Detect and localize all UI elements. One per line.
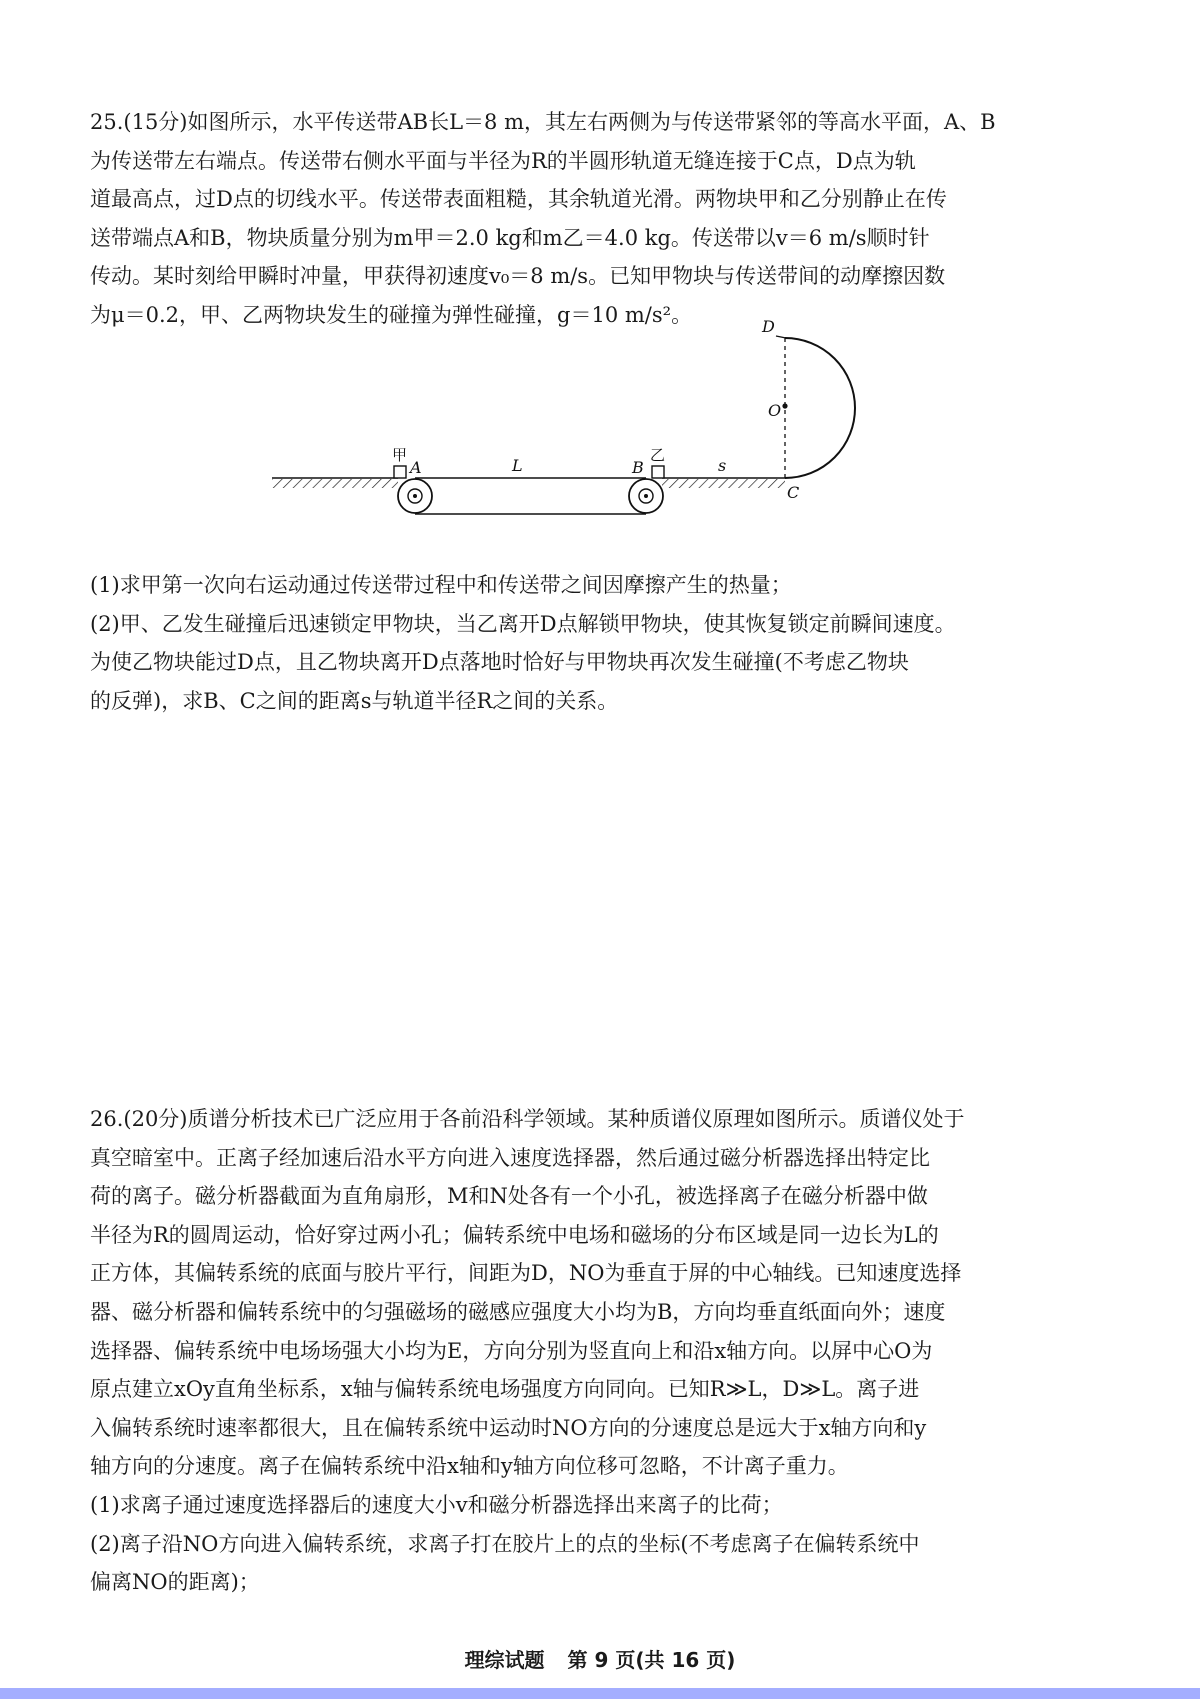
q26-line: 选择器、偏转系统中电场场强大小均为E，方向分别为竖直向上和沿x轴方向。以屏中心O为 bbox=[90, 1338, 933, 1363]
label-s: s bbox=[718, 456, 727, 475]
label-C: C bbox=[787, 483, 800, 502]
block-yi bbox=[652, 466, 664, 478]
q26-part: (2)离子沿NO方向进入偏转系统，求离子打在胶片上的点的坐标(不考虑离子在偏转系统中 bbox=[90, 1531, 920, 1556]
question-25-parts bbox=[90, 566, 1130, 720]
footer-subject: 理综试题 bbox=[464, 1648, 545, 1672]
q26-line: 正方体，其偏转系统的底面与胶片平行，间距为D，NO为垂直于屏的中心轴线。已知速度选择 bbox=[90, 1261, 962, 1286]
q25-part: (1)求甲第一次向右运动通过传送带过程中和传送带之间因摩擦产生的热量； bbox=[90, 573, 792, 597]
q25-line: 送带端点A和B，物块质量分别为m甲＝2.0 kg和m乙＝4.0 kg。传送带以v＝6 m/s顺时针 bbox=[90, 225, 930, 250]
q25-part: 的反弹)，求B、C之间的距离s与轨道半径R之间的关系。 bbox=[90, 688, 619, 713]
semicircle-track bbox=[785, 338, 855, 478]
q25-line: 为传送带左右端点。传送带右侧水平面与半径为R的半圆形轨道无缝连接于C点，D点为轨 bbox=[90, 148, 916, 173]
q26-line: 半径为R的圆周运动，恰好穿过两小孔；偏转系统中电场和磁场的分布区域是同一边长为L的 bbox=[90, 1222, 939, 1247]
q26-line: 原点建立xOy直角坐标系，x轴与偏转系统电场强度方向同向。已知R≫L，D≫L。离子进 bbox=[90, 1377, 920, 1402]
footer-page-number: 第 9 页(共 16 页) bbox=[567, 1648, 736, 1672]
label-L: L bbox=[512, 456, 523, 475]
conveyor-belt-diagram bbox=[290, 317, 930, 552]
q25-part: (2)甲、乙发生碰撞后迅速锁定甲物块，当乙离开D点解锁甲物块，使其恢复锁定前瞬间速度。 bbox=[90, 611, 956, 636]
label-O: O bbox=[768, 401, 782, 420]
q26-line: 入偏转系统时速率都很大，且在偏转系统中运动时NO方向的分速度总是远大于x轴方向和y bbox=[90, 1415, 927, 1440]
q26-line: 真空暗室中。正离子经加速后沿水平方向进入速度选择器，然后通过磁分析器选择出特定比 bbox=[90, 1145, 930, 1170]
question-26-stem bbox=[90, 1100, 1130, 1602]
label-A: A bbox=[410, 458, 422, 477]
label-yi: 乙 bbox=[650, 446, 666, 464]
q26-line: 器、磁分析器和偏转系统中的匀强磁场的磁感应强度大小均为B，方向均垂直纸面向外；速度 bbox=[90, 1299, 946, 1324]
q26-part: (1)求离子通过速度选择器后的速度大小v和磁分析器选择出来离子的比荷； bbox=[90, 1492, 783, 1517]
center-point bbox=[782, 403, 787, 408]
question-25-stem bbox=[90, 103, 1130, 335]
q25-line: 为μ＝0.2，甲、乙两物块发生的碰撞为弹性碰撞，g＝10 m/s²。 bbox=[90, 302, 693, 327]
block-jia bbox=[394, 466, 406, 478]
q26-line: 26.(20分)质谱分析技术已广泛应用于各前沿科学领域。某种质谱仪原理如图所示。质谱仪处于 bbox=[90, 1107, 965, 1131]
q25-line: 25.(15分)如图所示，水平传送带AB长L＝8 m，其左右两侧为与传送带紧邻的等高水平面，A、B bbox=[90, 110, 996, 134]
scan-edge-bar bbox=[0, 1688, 1200, 1699]
label-B: B bbox=[632, 458, 644, 477]
label-D: D bbox=[762, 317, 775, 336]
q26-part: 偏离NO的距离)； bbox=[90, 1570, 260, 1595]
q25-line: 道最高点，过D点的切线水平。传送带表面粗糙，其余轨道光滑。两物块甲和乙分别静止在传 bbox=[90, 187, 947, 212]
label-jia: 甲 bbox=[392, 446, 408, 464]
q25-line: 传动。某时刻给甲瞬时冲量，甲获得初速度v₀＝8 m/s。已知甲物块与传送带间的动摩擦因数 bbox=[90, 264, 946, 289]
right-ground bbox=[662, 478, 785, 488]
q26-line: 荷的离子。磁分析器截面为直角扇形，M和N处各有一个小孔，被选择离子在磁分析器中做 bbox=[90, 1184, 928, 1209]
conveyor-belt bbox=[398, 478, 663, 514]
q26-line: 轴方向的分速度。离子在偏转系统中沿x轴和y轴方向位移可忽略，不计离子重力。 bbox=[90, 1454, 849, 1479]
left-ground bbox=[272, 478, 398, 488]
page-footer bbox=[0, 1644, 1200, 1673]
q25-part: 为使乙物块能过D点，且乙物块离开D点落地时恰好与甲物块再次发生碰撞(不考虑乙物块 bbox=[90, 650, 909, 675]
